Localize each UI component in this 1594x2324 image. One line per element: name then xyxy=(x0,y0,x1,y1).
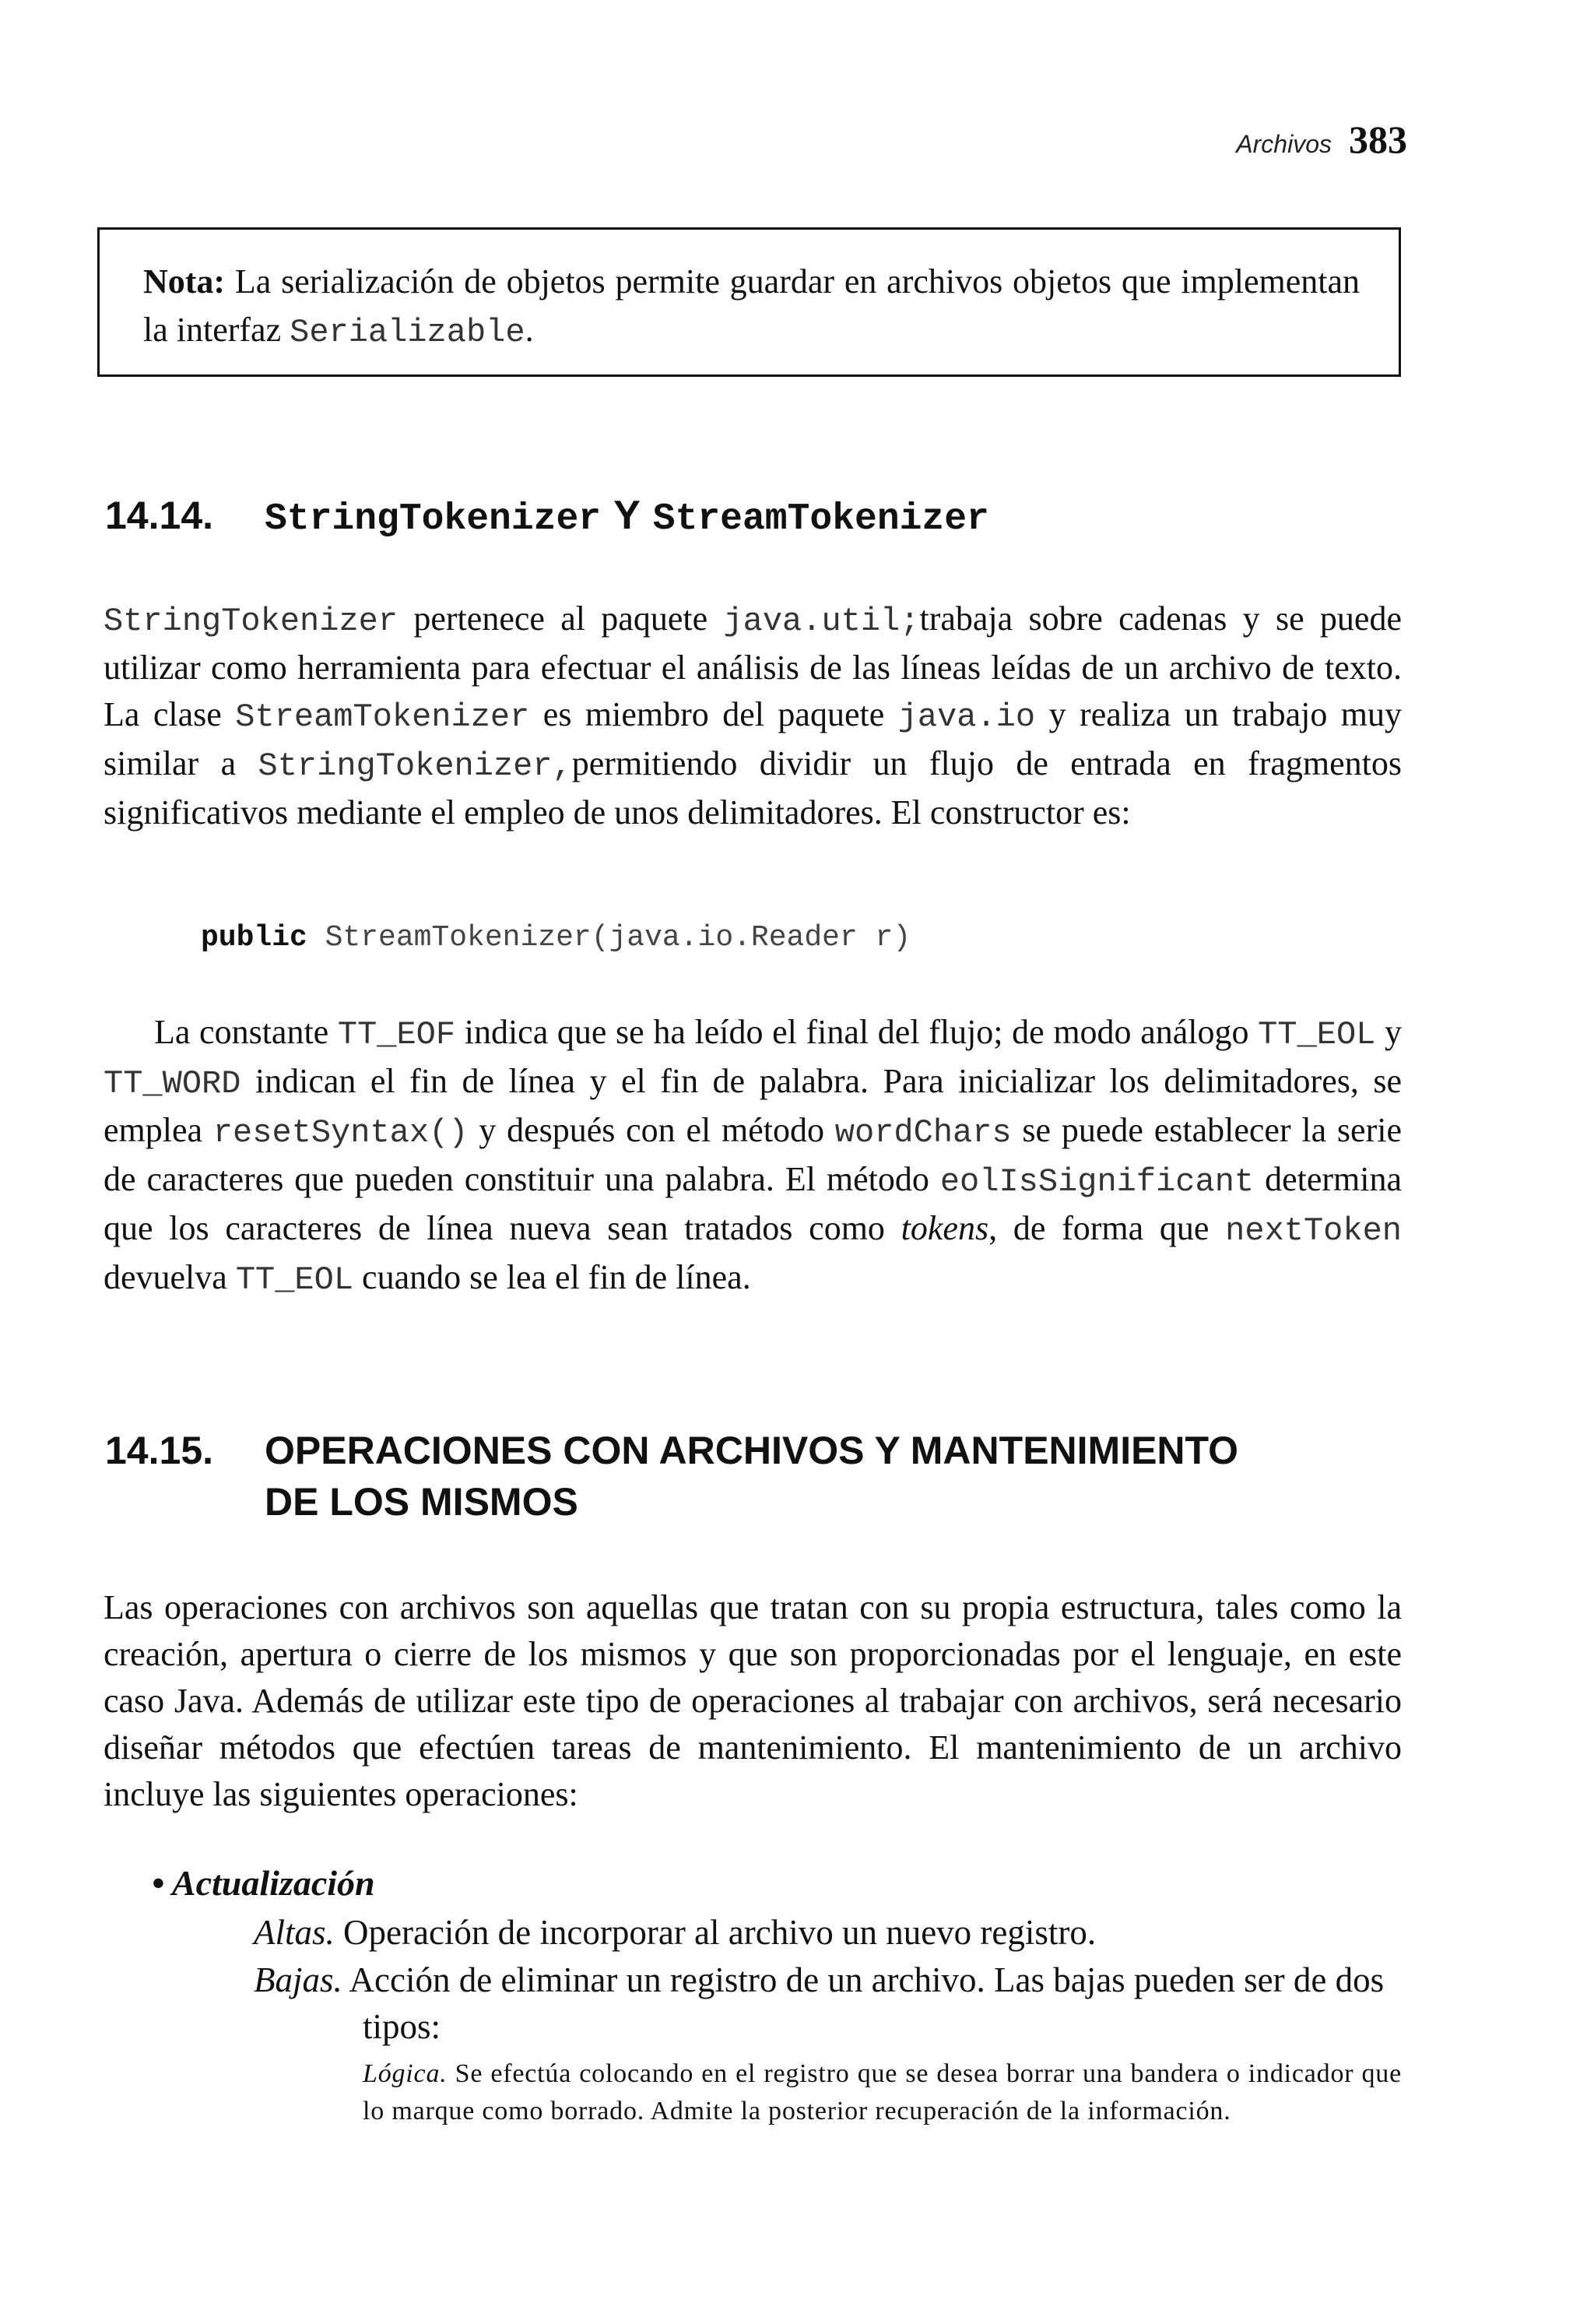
text-run: pertenece al paquete xyxy=(398,599,724,638)
note-code: Serializable xyxy=(290,314,525,351)
text-run: , de forma que xyxy=(988,1209,1226,1247)
note-text: La serialización de objetos permite guardar en archivos objetos que implementan la interfaz xyxy=(143,262,1360,349)
inline-code: wordChars xyxy=(834,1114,1012,1151)
inline-code: eolIsSignificant xyxy=(939,1163,1255,1201)
section-heading-14-15 xyxy=(105,1425,1238,1528)
text-run: es miembro del paquete xyxy=(529,695,898,733)
inline-code: TT_EOF xyxy=(337,1016,456,1053)
section-number: 14.15. xyxy=(105,1429,214,1472)
code-keyword: public xyxy=(201,921,307,955)
inline-code: StringTokenizer, xyxy=(258,747,572,785)
inline-code: java.util; xyxy=(723,603,920,640)
text-run: y después con el método xyxy=(468,1111,835,1149)
running-head-section: Archivos xyxy=(1236,130,1332,158)
text-run: permitiendo dividir un flujo de entrada en fragmentos significativos mediante el empleo de unos delimitadores. El constructor es: xyxy=(104,744,1402,832)
running-head xyxy=(1236,117,1407,162)
paragraph-operations: Las operaciones con archivos son aquellas que tratan con su propia estructura, tales como la creación, apertura o cierre de los mismos y que son proporcionadas por el lenguaje, en este caso Java. Además de utilizar este tipo de operaciones al trabajar con archivos, será necesario diseñar métodos que efectúen tareas de mantenimiento. El mantenimiento de un archivo incluye las siguientes operaciones: xyxy=(104,1588,1402,1813)
text-run: se puede establecer la serie de caracteres que pueden constituir una palabra. El método xyxy=(104,1111,1402,1198)
term-altas: Altas. xyxy=(254,1913,335,1952)
heading-line-2: DE LOS MISMOS xyxy=(265,1480,578,1524)
text-run: y realiza un trabajo muy similar a xyxy=(104,695,1403,782)
text-run: La constante xyxy=(154,1013,338,1051)
text-run: indican el fin de línea y el fin de palabra. Para inicializar los delimitadores, se emplea xyxy=(104,1062,1402,1149)
text-run: determina que los caracteres de línea nueva sean tratados como xyxy=(104,1160,1402,1247)
heading-line-1: OPERACIONES CON ARCHIVOS Y MANTENIMIENTO xyxy=(265,1429,1239,1472)
inline-code: StringTokenizer xyxy=(104,603,398,640)
definition-logica xyxy=(363,2055,1402,2130)
text-altas: Operación de incorporar al archivo un nuevo registro. xyxy=(334,1913,1097,1952)
paragraph-constants xyxy=(104,1009,1402,1303)
text-logica: Se efectúa colocando en el registro que se desea borrar una bandera o indicador que lo marque como borrado. Admite la posterior recuperación de la información. xyxy=(363,2059,1402,2125)
inline-code: StreamTokenizer xyxy=(235,698,530,736)
inline-code: TT_EOL xyxy=(235,1261,354,1299)
text-run: y xyxy=(1375,1013,1402,1051)
heading-conjunction: Y xyxy=(613,493,641,538)
code-signature: StreamTokenizer(java.io.Reader r) xyxy=(307,921,911,955)
inline-code: TT_WORD xyxy=(104,1065,241,1102)
definition-altas xyxy=(254,1909,1402,1956)
definition-bajas xyxy=(254,1957,1402,2050)
text-run: cuando se lea el fin de línea. xyxy=(353,1258,751,1296)
note-label: Nota: xyxy=(143,262,226,301)
text-run: devuelva xyxy=(104,1258,236,1296)
inline-code: nextToken xyxy=(1225,1212,1402,1250)
section-number: 14.14. xyxy=(105,494,214,537)
bullet-actualizacion: • Actualización xyxy=(152,1863,375,1903)
inline-code: TT_EOL xyxy=(1258,1016,1376,1053)
page-number: 383 xyxy=(1349,118,1407,161)
section-heading-14-14 xyxy=(105,492,989,540)
inline-code: java.io xyxy=(897,698,1036,736)
text-run: indica que se ha leído el final del flujo; de modo análogo xyxy=(455,1013,1259,1051)
paragraph-stringtokenizer xyxy=(104,596,1402,836)
text-run: tokens xyxy=(901,1209,989,1247)
text-bajas: Acción de eliminar un registro de un archivo. Las bajas pueden ser de dos tipos: xyxy=(342,1960,1385,2046)
note-end: . xyxy=(525,311,534,349)
text-run: trabaja sobre cadenas y se puede utilizar como herramienta para efectuar el análisis de las líneas leídas de un archivo de texto. La clase xyxy=(104,599,1402,733)
note-box xyxy=(97,227,1401,377)
heading-code-1: StringTokenizer xyxy=(265,498,602,540)
term-logica: Lógica. xyxy=(363,2059,448,2088)
heading-code-2: StreamTokenizer xyxy=(652,498,989,540)
inline-code: resetSyntax() xyxy=(212,1114,469,1151)
code-constructor xyxy=(201,919,911,955)
term-bajas: Bajas. xyxy=(254,1960,342,1999)
